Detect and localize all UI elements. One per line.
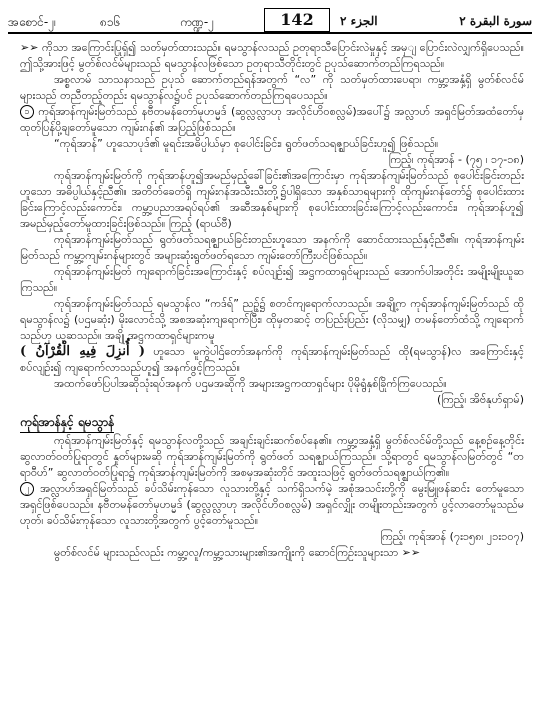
paragraph: ကုရ်အာန်ကျမ်းမြတ်သည် ရမသွာန်လ “ကဒ်ရ်” ညဉ့်၌ စတင်ကျရောက်လာသည်။ အချို့က ကုရ်အာန်ကျမ်းမြတ်သည် ထိုရမသွာန်လ၌ (ပဌမဆုံး) မိုးလောင်သို့ အစအဆုံးကျရောက်ပြီး၊ ထိုမှတဆင့် တပြည်းပြည်း (လိုသမျှ) တမန်တော်ထံသို့ ကျရောက်သည်ဟု ယူဆသည်။ အချို့ အဋ္ဌကထာရှင်များကမူ [20, 297, 524, 342]
header-rule [8, 32, 532, 34]
paragraph: ကုရ်အာန်ကျမ်းမြတ်သည် ရွတ်ဖတ်သရဇ္ဈာယ်ခြင်းတည်းဟူသော အနက်ကို ဆောင်ထားသည်နှင့်ညီ၏။ ကုရ်အာန်ကျမ်းမြတ်သည် ကမ္ဘာ့ကျမ်းဂန်များတွင် အများဆုံးရွတ်ဖတ်ရသော ကျမ်းတော်ကြီးပင်ဖြစ်သည်။ [20, 233, 524, 262]
part-label: အစောင်-၂၊ [8, 15, 56, 29]
continue-arrow-icon: ➢➢ [401, 546, 421, 559]
paragraph: ( أُنزِلَ فِيهِ الْقُرْآنُ ) ဟူသော မူကွဲပါဌ်တော်အနက်ကို ကုရ်အာန်ကျမ်းမြတ်သည် ထို(ရမသွာန်)လ အကြောင်းနှင့် စပ်လျဉ်း၍ ကျရောက်လာသည်ဟူ၍ အနက်ဖွင့်ကြသည်။ [20, 344, 524, 374]
juz-myanmar: ကဏ္ဍ-၂ [180, 15, 215, 29]
reference: ကြည့်၊ ကုရ်အာန် - (၇၅ ၊ ၁၇-၁၈) [388, 153, 524, 166]
arabic-quote: ( أُنزِلَ فِيهِ الْقُرْآنُ ) [20, 344, 146, 359]
page-myanmar: ၈၁၆ [100, 15, 121, 29]
paragraph: “ကုရ်အာန်” ဟူသောပုဒ်၏ မူရင်းအဓိပ္ပါယ်မှာ စုပေါင်းခြင်း၊ ရွတ်ဖတ်သရဇ္ဈာယ်ခြင်းဟူ၍ ဖြစ်သည်။ [54, 137, 439, 150]
paragraph: ကုရ်အာန်ကျမ်းမြတ်ကို ကုရ်အာန်ဟူ၍အမည်မှည့်ခေါ်ခြင်း၏အကြောင်းမှာ ကုရ်အာန်ကျမ်းမြတ်သည် စုပေါင်းခြင်းတည်းဟူသော အဓိပ္ပါယ်နှင့်ညီ၏။ အတိတ်ခေတ်ရှိ ကျမ်းဂန်အသီးသီးတို့၌ပါရှိသော အနှစ်သာရများကို ထိုကျမ်းဂန်တော်၌ စုပေါင်းထားခြင်းကြောင့်လည်းကောင်း၊ ကမ္ဘာ့ပညာအရပ်ရပ်၏ အဆီအနှစ်များကို စုပေါင်းထားခြင်းကြောင့်လည်းကောင်း၊ ကုရ်အာန်ဟူ၍ အမည်မှည့်တော်မူထားခြင်းဖြစ်သည်။ ကြည့် (ရာယ်ဗီ) [20, 169, 524, 230]
page-number: 142 [264, 8, 330, 32]
juz-arabic: الجزء ٢ [340, 14, 378, 28]
reference: ကြည့်၊ ကုရ်အာန် (၇း၁၅၈၊ ၂၁း၁၀၇) [380, 530, 524, 543]
paragraph: အထက်ဖော်ပြပါအဆိုသုံးရပ်အနက် ပဌမအဆိုကို အများအဋ္ဌကထာရှင်များ ပိုမိုရွံနှစ်ခြိုက်ကြပေသည်။ [54, 377, 447, 390]
circle-number-icon: ၂ [20, 482, 34, 496]
reference: (ကြည့်၊ အိဗ်နုဟ်ရှာမ်) [436, 393, 524, 406]
surah-arabic: سورة البقرة ٢ [459, 14, 532, 28]
paragraph: ၁ ကုရ်အာန်ကျမ်းမြတ်သည် နဗီတမန်တော်မုဟမ္မဒ် (ဆွလ္လလ္လာဟု အလိုင်ဟိဝစလ္လမ်)အပေါ်၌ အလ္လာဟ် အရှင်မြတ်အထံတော်မှ ထုတ်ပြန်ပို့ချတော်မူသော ကျမ်းဂန်၏ အပြည့်ဖြစ်သည်။ [20, 105, 524, 134]
page-header [8, 6, 532, 32]
paragraph: ➢➢ ကိုသာ အကြောင်းပြုရှ်၍ သတ်မှတ်ထားသည်။ ရမသွာန်လသည် ဥတုရာသီပြောင်းလဲမှုနှင့် အမှျ ပြောင်းလဲလျှက်ရှိပေသည်။ ဤသို့အားဖြင့် မွတ်စ်လင်မ်များသည် ရမသွာန်လဖြစ်သော ဥတုရာသီတိုင်းတွင် ဥပုသ်ဆောက်တည်ကြရသည်။ [20, 41, 525, 70]
paragraph: ကုရ်အာန်ကျမ်းမြတ် ကျရောက်ခြင်းအကြောင်းနှင့် စပ်လျဉ်း၍ အဋ္ဌကထာရှင်များသည် အောက်ပါအတိုင်း အမျိုးမျိုးယူဆကြသည်။ [20, 265, 524, 294]
circle-number-icon: ၁ [20, 105, 34, 119]
paragraph: ကုရ်အာန်ကျမ်းမြတ်နှင့် ရမသွာန်လတို့သည် အချင်းချင်းဆက်စပ်နေ၏။ ကမ္ဘာ့အနှံ့ရှိ မွတ်စ်လင်မ်တို့သည် နေ့စဉ်နေ့တိုင်း ဆွလာတ်ဝတ်ပြုရာတွင် နှုတ်များမဆို ကုရ်အာန်ကျမ်းမြတ်ကို ရွတ်ဖတ် သရဇ္ဈာယ်ကြသည်။ သို့ရာတွင် ရမသွာန်လမြတ်တွင် “တရာဝီဟ်” ဆွလာတ်ဝတ်ပြုရာ၌ ကုရ်အာန်ကျမ်းမြတ်ကို အစမှအဆုံးတိုင် အထူးသဖြင့် ရွတ်ဖတ်သရဇ္ဈာယ်ကြ၏။ [20, 434, 524, 479]
paragraph: ၂ အလ္လာဟ်အရှင်မြတ်သည် ခပ်သိမ်းကုန်သော လူသားတို့နှင့် သက်ရှိသက်မဲ့ အစုံအသင်းတို့ကို မွေးမြူဖန်ဆင်း တော်မူသောအရှင်ဖြစ်ပေသည်။ နဗီတမန်တော်မုဟမ္မဒ် (ဆွလ္လလ္လာဟု အလိုင်ဟိဝစလ္လမ်) အရှင်လျှိုး တမျိုးတည်းအတွက် ပွင့်လာတော်မူသည်မဟုတ်၊ ခပ်သိမ်းကုန်သော လူသားတို့အတွက် ပွင့်တော်မူသည်။ [20, 482, 524, 527]
paragraph: မွတ်စ်လင်မ် များသည်လည်း ကမ္ဘာ့လူ/ကမ္ဘာ့သားများ၏အကျိုးကို ဆောင်ကြဉ်းသူများသာ ➢➢ [54, 546, 421, 559]
paragraph: အစ္စလာမ် သာသနာသည် ဥပုသ် ဆောက်တည်ရန်အတွက် “လ” ကို သတ်မှတ်ထားပေရာ၊ ကမ္ဘာ့အနှံ့ရှိ မွတ်စ်လင်မ်များသည် တညီတည့်တည်း ရမသွာန်လ၌ပင် ဥပုသ်ဆောက်တည်ကြရပေသည်။ [20, 73, 524, 102]
continue-arrow-icon: ➢➢ [20, 41, 39, 54]
section-title: ကုရ်အာန်နှင့် ရမသွာန် [20, 414, 114, 433]
page-body [20, 40, 524, 561]
